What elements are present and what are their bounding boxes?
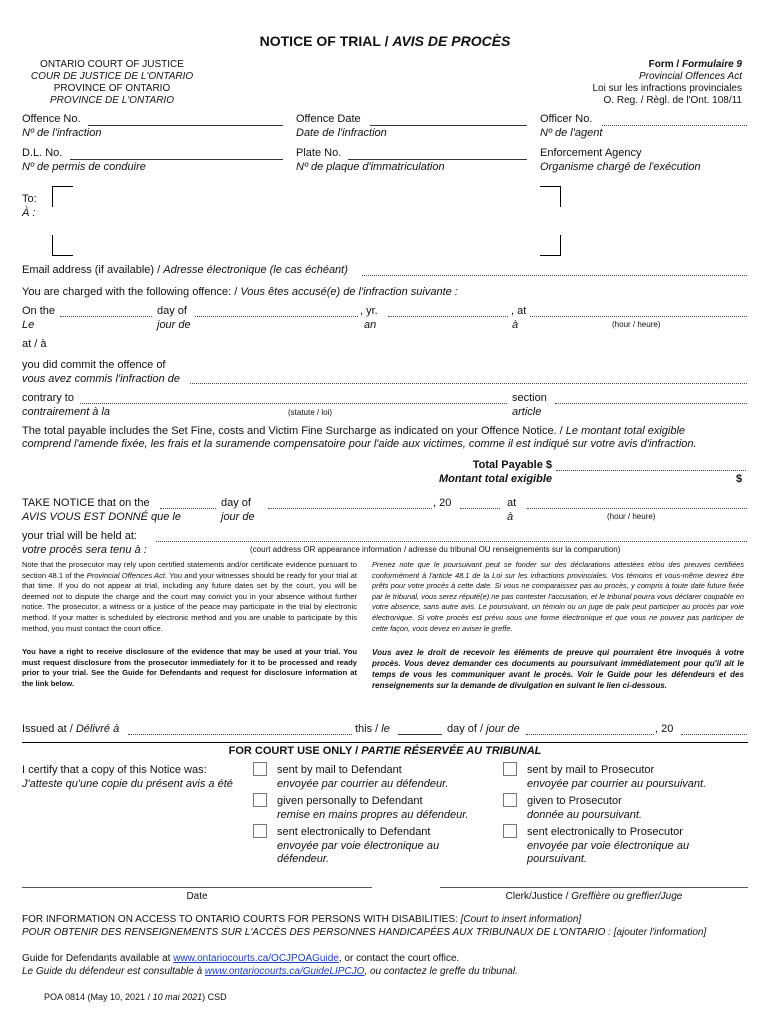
title-en: NOTICE OF TRIAL / xyxy=(259,33,393,49)
offence-time-field[interactable] xyxy=(530,316,747,317)
trial-day-field[interactable] xyxy=(160,508,216,509)
statute-label: (statute / loi) xyxy=(288,408,333,417)
email-field[interactable] xyxy=(362,275,747,276)
trial-year-prefix: , 20 xyxy=(433,497,452,509)
offence-no-label: Offence No. xyxy=(22,113,81,125)
dl-no-field[interactable] xyxy=(70,159,283,160)
guide-en xyxy=(22,953,459,965)
trial-jour-de-label: jour de xyxy=(221,511,255,523)
an-label: an xyxy=(364,319,377,331)
note-en-text: Note that the prosecutor may rely upon certified statements and/or certificate evidence pursuant to section 48.1 of the xyxy=(22,560,357,580)
a-label: à xyxy=(512,319,519,331)
email-label-fr: Adresse électronique (le cas échéant) xyxy=(163,264,348,276)
trial-month-field[interactable] xyxy=(268,508,432,509)
note-fr-text-2: . Vos témoins et vous-même devrez être prêts pour votre procès à cette date. Si vous ne comparaissez pas au procès, y compris à toute date future fixée par le tribunal, vous serez réputé(e) ne pas contester l'accusation, et le tribunal pourra vous déclarer coupable en votre absence, sans autre avis. Le poursuivant, un témoin ou un juge de paix peut participer au procès par voie électronique. Si votre procès est prévu sous une forme électronique et que vous ne pouvez pas participer de cette façon, vous devez en aviser le greffe. xyxy=(372,570,744,633)
electronic-prosecutor-label: sent electronically to Prosecutor xyxy=(527,826,683,838)
access-en-placeholder: [Court to insert information] xyxy=(460,914,582,925)
court-line: COUR DE JUSTICE DE L'ONTARIO xyxy=(30,71,194,82)
mail-defendant-checkbox[interactable] xyxy=(253,762,267,776)
offence-month-field[interactable] xyxy=(195,316,358,317)
clerk-en: Clerk/Justice / xyxy=(505,891,572,902)
personal-defendant-label-fr: remise en mains propres au défendeur. xyxy=(277,809,469,821)
guide-en-text-2: , or contact the court office. xyxy=(338,953,460,964)
form-reg: O. Reg. / Règl. de l'Ont. 108/11 xyxy=(603,95,742,106)
section-divider xyxy=(22,742,748,743)
this-en: this / xyxy=(355,723,382,735)
this-label xyxy=(355,723,390,736)
guide-en-link[interactable]: www.ontariocourts.ca/OCJPOAGuide xyxy=(173,953,339,964)
footer-c: ) CSD xyxy=(202,992,227,1002)
guide-fr-text-2: , ou contactez le greffe du tribunal. xyxy=(364,966,518,977)
plate-no-field[interactable] xyxy=(348,159,527,160)
form-footer xyxy=(44,992,227,1003)
officer-no-field[interactable] xyxy=(602,125,747,126)
address-corner-tl xyxy=(52,186,73,207)
given-prosecutor-label: given to Prosecutor xyxy=(527,795,622,807)
page-title xyxy=(0,33,770,49)
date-line[interactable] xyxy=(22,887,372,888)
court-use-en: FOR COURT USE ONLY / xyxy=(228,745,362,757)
charged-label-fr: Vous êtes accusé(e) de l'infraction suivante : xyxy=(240,286,458,298)
guide-fr-link[interactable]: www.ontariocourts.ca/GuideLIPCJO xyxy=(204,966,365,977)
issued-en: Issued at / xyxy=(22,723,76,735)
dl-no-label: D.L. No. xyxy=(22,147,63,159)
note-fr-act: Loi sur les infractions provinciales xyxy=(492,570,607,580)
officer-no-label: Officer No. xyxy=(540,113,593,125)
section-label: section xyxy=(512,392,547,404)
offence-date-label: Offence Date xyxy=(296,113,361,125)
offence-year-field[interactable] xyxy=(388,316,508,317)
date-label: Date xyxy=(186,891,208,902)
trial-time-field[interactable] xyxy=(527,508,747,509)
offence-no-field[interactable] xyxy=(88,125,283,126)
clerk-signature-line[interactable] xyxy=(440,887,748,888)
at-location-label: at / à xyxy=(22,338,47,350)
contrary-label-fr: contrairement à la xyxy=(22,406,111,418)
day-of-label: day of xyxy=(157,305,187,317)
certify-label: I certify that a copy of this Notice was: xyxy=(22,764,207,776)
access-fr-text: POUR OBTENIR DES RENSEIGNEMENTS SUR L'ACCÈS DES PERSONNES HANDICAPÉES AUX TRIBUNAUX DE L'ONTARIO : xyxy=(22,927,614,938)
total-payable-field[interactable] xyxy=(556,470,746,471)
form-act: Provincial Offences Act xyxy=(638,71,742,82)
mail-defendant-label-fr: envoyée par courrier au défendeur. xyxy=(277,778,449,790)
mail-prosecutor-checkbox[interactable] xyxy=(503,762,517,776)
enf-agency-label-fr: Organisme chargé de l'exécution xyxy=(540,161,701,173)
dayof-label xyxy=(447,723,520,736)
note-en-text-2: . You and your witnesses should be ready for your trial at that time. If you do not appear at trial, including any future dates set by the court, you will be deemed not to dispute the charge and the court may convict you in your absence without further notice. The prosecutor, a witness or a justice of the peace may participate in the trial by electronic method. If your matter is scheduled by electronic method and you are unable to participate by this method, you must contact the court office. xyxy=(22,570,357,633)
commit-label-fr: vous avez commis l'infraction de xyxy=(22,373,180,385)
form-label: Form / xyxy=(648,59,682,70)
address-corner-br xyxy=(540,235,561,256)
note-en-act: Provincial Offences Act xyxy=(86,570,166,580)
issued-place-field[interactable] xyxy=(128,734,352,735)
enf-agency-label: Enforcement Agency xyxy=(540,147,642,159)
electronic-defendant-label: sent electronically to Defendant xyxy=(277,826,431,838)
court-address-field[interactable] xyxy=(156,541,747,542)
access-info-fr xyxy=(22,927,762,939)
court-line: ONTARIO COURT OF JUSTICE xyxy=(40,59,184,70)
to-label: To: xyxy=(22,193,37,205)
address-corner-tr xyxy=(540,186,561,207)
clerk-label xyxy=(440,891,748,903)
title-fr: AVIS DE PROCÈS xyxy=(392,33,511,49)
this-fr: le xyxy=(381,723,390,735)
held-at-label: your trial will be held at: xyxy=(22,530,137,542)
access-fr-placeholder: [ajouter l'information] xyxy=(613,927,707,938)
court-use-fr: PARTIE RÉSERVÉE AU TRIBUNAL xyxy=(361,745,542,757)
total-text-fr-b: comprend l'amende fixée, les frais et la suramende compensatoire pour l'aide aux victimes, comme il est indiqué sur votre avis d'infraction. xyxy=(22,438,697,450)
trial-a-label: à xyxy=(507,511,514,523)
hour-label: (hour / heure) xyxy=(612,320,661,329)
personal-defendant-label: given personally to Defendant xyxy=(277,795,423,807)
dayof-fr: jour de xyxy=(486,723,520,735)
trial-at-label: at xyxy=(507,497,517,509)
offence-day-field[interactable] xyxy=(60,316,152,317)
charged-label-en: You are charged with the following offence: / xyxy=(22,286,241,298)
note-fr-text: Prenez note que le poursuivant peut se fonder sur des déclarations attestées et/ou des preuves certifiées conformément à l'article 48.1 de la xyxy=(372,560,744,580)
offence-date-label-fr: Date de l'infraction xyxy=(296,127,387,139)
plate-no-label: Plate No. xyxy=(296,147,342,159)
form-act-fr: Loi sur les infractions provinciales xyxy=(592,83,742,94)
total-payable-label: Total Payable $ xyxy=(472,459,552,471)
court-address-caption: (court address OR appearance information / adresse du tribunal OU renseignements sur la comparution) xyxy=(250,545,621,554)
offence-no-label-fr: Nº de l'infraction xyxy=(22,127,102,139)
access-en-text: FOR INFORMATION ON ACCESS TO ONTARIO COURTS FOR PERSONS WITH DISABILITIES: xyxy=(22,914,461,925)
electronic-prosecutor-checkbox[interactable] xyxy=(503,824,517,838)
note-fr-disclosure: Vous avez le droit de recevoir les éléments de preuve qui pourraient être invoqués à votre procès. Vous devez demander ces documents au poursuivant immédiatement pour qu'il ait le temps de vous les communiquer avant le procès. Voir le Guide pour les défendeurs et des renseignements sur la demande de divulgation en suivant le lien ci-dessous. xyxy=(372,648,744,690)
court-line: PROVINCE DE L'ONTARIO xyxy=(50,95,174,106)
notice-label-fr: AVIS VOUS EST DONNÉ que le xyxy=(22,511,181,523)
form-label-fr: Formulaire 9 xyxy=(681,59,742,70)
note-fr xyxy=(372,560,744,634)
issued-label xyxy=(22,723,119,736)
commit-label: you did commit the offence of xyxy=(22,359,166,371)
offence-date-field[interactable] xyxy=(370,125,527,126)
dl-no-label-fr: Nº de permis de conduire xyxy=(22,161,146,173)
certify-label-fr: J'atteste qu'une copie du présent avis a été xyxy=(22,778,233,790)
clerk-fr: Greffière ou greffier/Juge xyxy=(571,891,683,902)
email-label-en: Email address (if available) / xyxy=(22,264,164,276)
le-label: Le xyxy=(22,319,35,331)
email-label xyxy=(22,264,348,277)
held-at-label-fr: votre procès sera tenu à : xyxy=(22,544,147,556)
dayof-en: day of / xyxy=(447,723,487,735)
total-payable-paragraph xyxy=(22,425,750,451)
guide-fr-text: Le Guide du défendeur est consultable à xyxy=(22,966,205,977)
trial-year-field[interactable] xyxy=(460,508,500,509)
access-info-en xyxy=(22,914,762,926)
section-field[interactable] xyxy=(555,403,747,404)
guide-fr xyxy=(22,966,518,978)
court-block xyxy=(22,59,202,107)
issued-year-field[interactable] xyxy=(681,734,747,735)
guide-en-text: Guide for Defendants available at xyxy=(22,953,174,964)
issued-fr: Délivré à xyxy=(75,723,120,735)
electronic-defendant-checkbox[interactable] xyxy=(253,824,267,838)
charged-label xyxy=(22,286,458,299)
footer-b: 10 mai 2021 xyxy=(152,992,203,1002)
total-text-fr-a: Le montant total exigible xyxy=(565,425,686,437)
note-en xyxy=(22,560,357,634)
montant-label: Montant total exigible xyxy=(438,473,552,485)
court-line: PROVINCE OF ONTARIO xyxy=(53,83,171,94)
electronic-defendant-label-fr: envoyée par voie électronique au défendeur. xyxy=(277,840,440,865)
total-text-en: The total payable includes the Set Fine, costs and Victim Fine Surcharge as indicated on your Offence Notice. / xyxy=(22,425,566,437)
electronic-prosecutor-label-fr: envoyée par voie électronique au poursuivant. xyxy=(527,840,690,865)
statute-field[interactable] xyxy=(80,403,507,404)
on-the-label: On the xyxy=(22,305,56,317)
address-corner-bl xyxy=(52,235,73,256)
given-prosecutor-checkbox[interactable] xyxy=(503,793,517,807)
trial-day-of-label: day of xyxy=(221,497,251,509)
issued-month-field[interactable] xyxy=(526,734,654,735)
yr-label: , yr. xyxy=(360,305,378,317)
issued-day-field[interactable] xyxy=(398,734,442,735)
jour-de-label: jour de xyxy=(157,319,191,331)
footer-a: POA 0814 (May 10, 2021 / xyxy=(44,992,153,1002)
mail-prosecutor-label: sent by mail to Prosecutor xyxy=(527,764,655,776)
personal-defendant-checkbox[interactable] xyxy=(253,793,267,807)
mail-prosecutor-label-fr: envoyée par courrier au poursuivant. xyxy=(527,778,707,790)
to-label-fr: À : xyxy=(22,207,36,219)
at-label: , at xyxy=(511,305,527,317)
form-block xyxy=(520,59,742,107)
notice-label: TAKE NOTICE that on the xyxy=(22,497,150,509)
court-use-heading xyxy=(0,745,770,758)
section-label-fr: article xyxy=(512,406,542,418)
given-prosecutor-label-fr: donnée au poursuivant. xyxy=(527,809,642,821)
dollar-label: $ xyxy=(736,473,743,485)
mail-defendant-label: sent by mail to Defendant xyxy=(277,764,402,776)
trial-hour-label: (hour / heure) xyxy=(607,512,656,521)
contrary-label: contrary to xyxy=(22,392,74,404)
officer-no-label-fr: Nº de l'agent xyxy=(540,127,603,139)
issued-year-prefix: , 20 xyxy=(655,723,674,735)
offence-description-field[interactable] xyxy=(190,383,747,384)
plate-no-label-fr: Nº de plaque d'immatriculation xyxy=(296,161,445,173)
note-en-disclosure: You have a right to receive disclosure of the evidence that may be used at your trial. You must request disclosure from the prosecutor immediately for it to be processed and ready prior to your trial. See the Guide for Defendants and request for disclosure information at the link below. xyxy=(22,647,357,688)
